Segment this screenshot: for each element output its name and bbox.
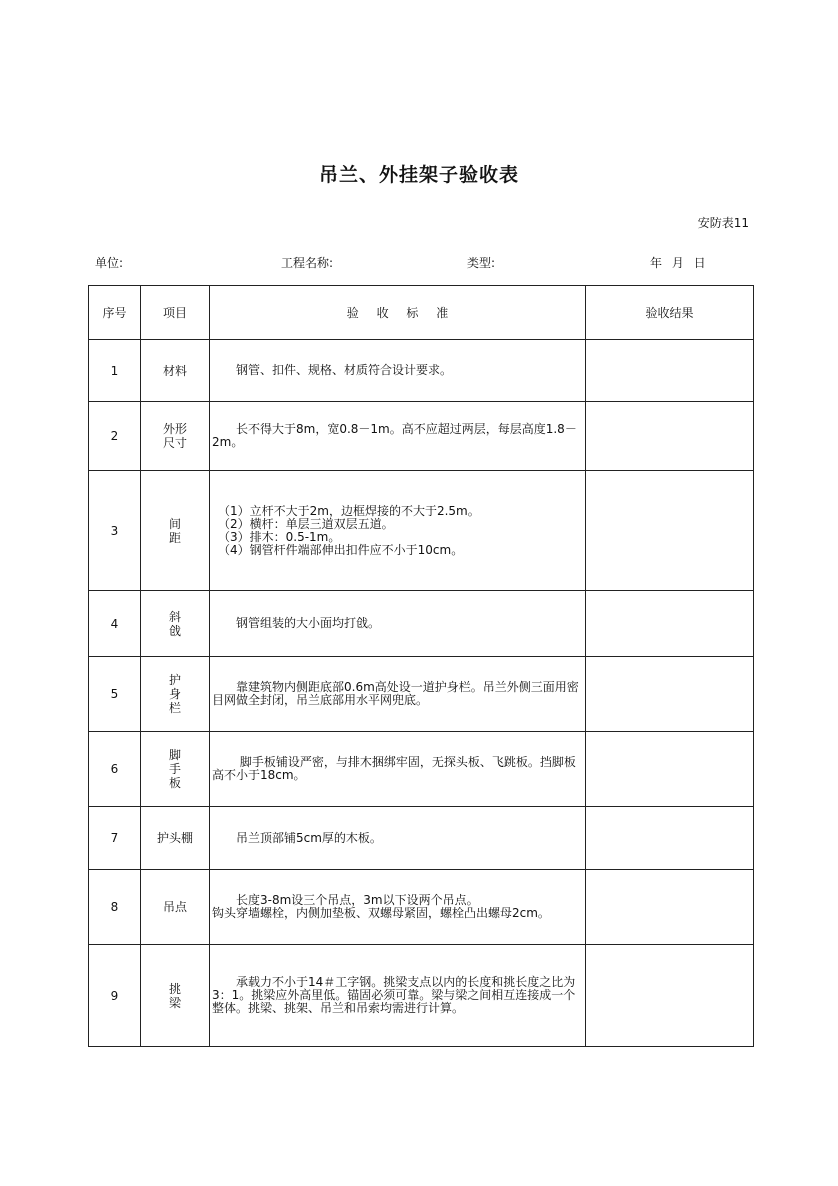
row-no: 5 (89, 657, 141, 732)
row-item (141, 870, 210, 945)
row-item-label: 脚手板 (168, 748, 181, 790)
row-no: 9 (89, 945, 141, 1047)
row-no: 1 (89, 340, 141, 402)
page-title: 吊兰、外挂架子验收表 (318, 164, 519, 186)
unit-label: 单位: (95, 256, 124, 270)
row-result[interactable] (586, 657, 754, 732)
row-standard: 钢管组装的大小面均打戗。 (210, 591, 586, 657)
row-standard: 钢管、扣件、规格、材质符合设计要求。 (210, 340, 586, 402)
row-result[interactable] (586, 945, 754, 1047)
date-label: 年 月 日 (650, 256, 706, 270)
row-item-label: 挑梁 (168, 981, 181, 1010)
row-result[interactable] (586, 732, 754, 807)
table-row (89, 945, 754, 1047)
row-result[interactable] (586, 340, 754, 402)
project-name-label: 工程名称: (281, 256, 334, 270)
row-standard: （1）立杆不大于2m，边框焊接的不大于2.5m。 （2）横杆：单层三道双层五道。 （3）排木：0.5-1m。 （4）钢管杆件端部伸出扣件应不小于10cm。 (210, 471, 586, 591)
header-result: 验收结果 (586, 286, 754, 340)
row-no: 4 (89, 591, 141, 657)
row-standard: 长不得大于8m，宽0.8－1m。高不应超过两层，每层高度1.8－2m。 (210, 402, 586, 471)
row-item-label: 护身栏 (168, 673, 181, 715)
row-no: 2 (89, 402, 141, 471)
row-item (141, 732, 210, 807)
row-item-label: 斜戗 (168, 609, 181, 638)
row-item-label: 材料 (162, 363, 187, 378)
row-item (141, 471, 210, 591)
row-standard: 脚手板铺设严密，与排木捆绑牢固，无探头板、飞跳板。挡脚板高不小于18cm。 (210, 732, 586, 807)
row-item (141, 402, 210, 471)
form-code: 安防表11 (697, 216, 749, 230)
type-label: 类型: (467, 256, 496, 270)
inspection-table (88, 285, 754, 1047)
table-row (89, 807, 754, 870)
row-no: 8 (89, 870, 141, 945)
row-result[interactable] (586, 807, 754, 870)
row-result[interactable] (586, 870, 754, 945)
row-result[interactable] (586, 402, 754, 471)
table-row (89, 402, 754, 471)
header-item: 项目 (141, 286, 210, 340)
row-item (141, 945, 210, 1047)
row-item (141, 807, 210, 870)
row-item (141, 340, 210, 402)
row-item-label: 吊点 (162, 900, 187, 914)
row-no: 7 (89, 807, 141, 870)
table-row (89, 471, 754, 591)
row-item-label: 外形尺寸 (162, 422, 187, 450)
row-no: 6 (89, 732, 141, 807)
table-header-row (89, 286, 754, 340)
row-item (141, 657, 210, 732)
header-no: 序号 (89, 286, 141, 340)
row-item (141, 591, 210, 657)
row-standard: 靠建筑物内侧距底部0.6m高处设一道护身栏。吊兰外侧三面用密目网做全封闭，吊兰底部用水平网兜底。 (210, 657, 586, 732)
row-item-label: 间距 (168, 516, 181, 545)
table-row (89, 591, 754, 657)
table-row (89, 870, 754, 945)
row-standard: 承载力不小于14＃工字钢。挑梁支点以内的长度和挑长度之比为3：1。挑梁应外高里低。锚固必须可靠。梁与梁之间相互连接成一个整体。挑梁、挑架、吊兰和吊索均需进行计算。 (210, 945, 586, 1047)
row-item-label: 护头棚 (156, 831, 193, 845)
row-no: 3 (89, 471, 141, 591)
row-result[interactable] (586, 471, 754, 591)
row-standard: 吊兰顶部铺5cm厚的木板。 (210, 807, 586, 870)
header-standard: 验 收 标 准 (210, 286, 586, 340)
table-row (89, 340, 754, 402)
table-row (89, 732, 754, 807)
table-row (89, 657, 754, 732)
row-result[interactable] (586, 591, 754, 657)
row-standard: 长度3-8m设三个吊点，3m以下设两个吊点。 钩头穿墙螺栓，内侧加垫板、双螺母紧固，螺栓凸出螺母2cm。 (210, 870, 586, 945)
